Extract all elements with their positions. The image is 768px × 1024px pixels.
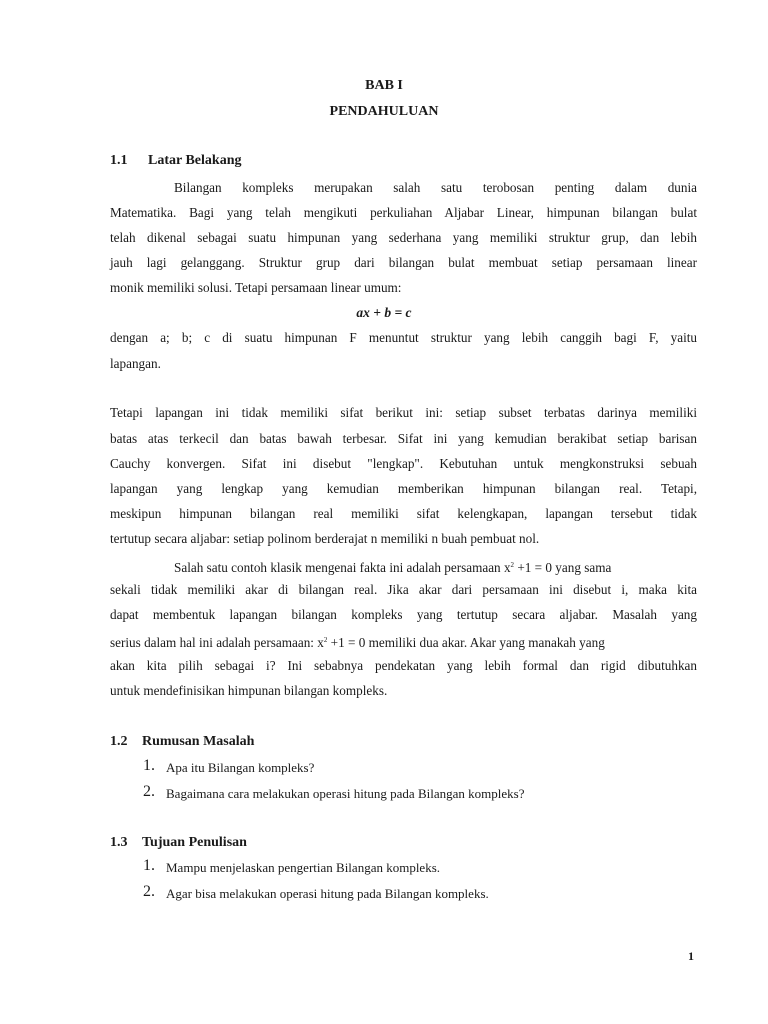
list-number: 1. bbox=[143, 857, 155, 874]
list-number: 1. bbox=[143, 757, 155, 774]
section-number: 1.1 bbox=[110, 153, 128, 168]
text-run: Salah satu contoh klasik mengenai fakta ini adalah persamaan x bbox=[174, 560, 511, 575]
section-number: 1.2 bbox=[110, 734, 128, 749]
list-item: Agar bisa melakukan operasi hitung pada Bilangan kompleks. bbox=[166, 886, 489, 901]
paragraph-line: monik memiliki solusi. Tetapi persamaan linear umum: bbox=[110, 280, 402, 295]
section-title: Rumusan Masalah bbox=[142, 734, 255, 749]
paragraph-line: batas atas terkecil dan batas bawah terbesar. Sifat ini yang kemudian berakibat setiap barisan bbox=[110, 431, 697, 446]
paragraph-line: untuk mendefinisikan himpunan bilangan kompleks. bbox=[110, 683, 388, 698]
section-title: Tujuan Penulisan bbox=[142, 835, 247, 850]
paragraph-line: meskipun himpunan bilangan real memiliki sifat kelengkapan, lapangan tersebut tidak bbox=[110, 506, 697, 521]
paragraph-line: dengan a; b; c di suatu himpunan F menuntut struktur yang lebih canggih bagi F, yaitu bbox=[110, 330, 697, 345]
list-item: Bagaimana cara melakukan operasi hitung pada Bilangan kompleks? bbox=[166, 786, 525, 801]
list-number: 2. bbox=[143, 783, 155, 800]
paragraph-line: dapat membentuk lapangan bilangan kompleks yang tertutup secara aljabar. Masalah yang bbox=[110, 607, 697, 622]
superscript: 2 bbox=[510, 561, 515, 569]
paragraph-line: Cauchy konvergen. Sifat ini disebut "lengkap". Kebutuhan untuk mengkonstruksi sebuah bbox=[110, 456, 697, 471]
paragraph-line: sekali tidak memiliki akar di bilangan real. Jika akar dari persamaan ini disebut i, maka kita bbox=[110, 582, 697, 597]
page-number: 1 bbox=[688, 949, 694, 963]
paragraph-line: Matematika. Bagi yang telah mengikuti perkuliahan Aljabar Linear, himpunan bilangan bulat bbox=[110, 205, 697, 220]
paragraph-line: Bilangan kompleks merupakan salah satu terobosan penting dalam dunia bbox=[174, 180, 697, 195]
text-run: serius dalam hal ini adalah persamaan: x bbox=[110, 635, 324, 650]
paragraph-line: tertutup secara aljabar: setiap polinom berderajat n memiliki n buah pembuat nol. bbox=[110, 531, 540, 546]
text-run: +1 = 0 memiliki dua akar. Akar yang manakah yang bbox=[327, 635, 605, 650]
chapter-label: BAB I bbox=[365, 78, 403, 93]
section-title: Latar Belakang bbox=[148, 153, 242, 168]
paragraph-line: akan kita pilih sebagai i? Ini sebabnya pendekatan yang lebih formal dan rigid dibutuhkan bbox=[110, 658, 697, 673]
paragraph-line: jauh lagi gelanggang. Struktur grup dari bilangan bulat membuat setiap persamaan linear bbox=[110, 255, 697, 270]
paragraph-line: lapangan. bbox=[110, 356, 161, 371]
superscript: 2 bbox=[323, 636, 328, 644]
chapter-title: PENDAHULUAN bbox=[329, 104, 439, 119]
list-item: Apa itu Bilangan kompleks? bbox=[166, 760, 315, 775]
list-item: Mampu menjelaskan pengertian Bilangan kompleks. bbox=[166, 860, 441, 875]
paragraph-line: lapangan yang lengkap yang kemudian memberikan himpunan bilangan real. Tetapi, bbox=[110, 481, 697, 496]
section-number: 1.3 bbox=[110, 835, 128, 850]
paragraph-line bbox=[174, 557, 697, 576]
paragraph-line bbox=[110, 632, 697, 651]
text-run: +1 = 0 yang sama bbox=[514, 560, 612, 575]
equation: ax + b = c bbox=[356, 305, 412, 320]
list-number: 2. bbox=[143, 883, 155, 900]
paragraph-line: telah dikenal sebagai suatu himpunan yang sederhana yang memiliki struktur grup, dan lebih bbox=[110, 230, 697, 245]
paragraph-line: Tetapi lapangan ini tidak memiliki sifat berikut ini: setiap subset terbatas darinya memiliki bbox=[110, 405, 697, 420]
